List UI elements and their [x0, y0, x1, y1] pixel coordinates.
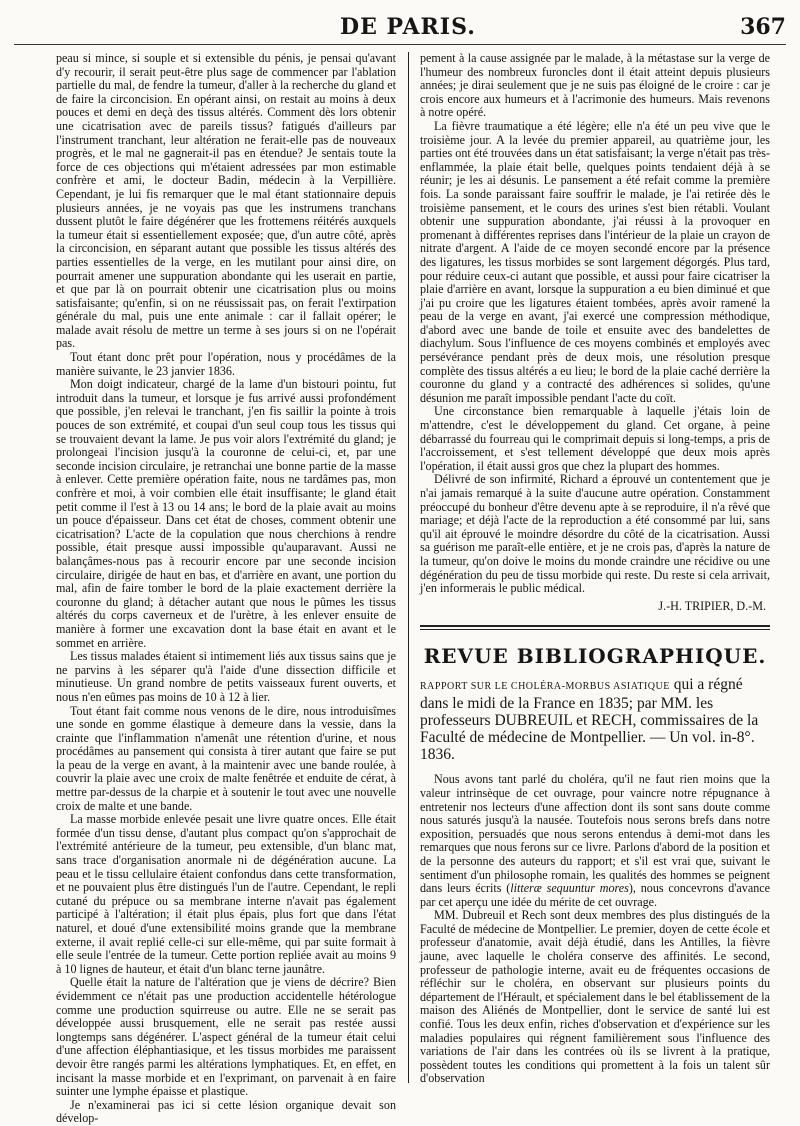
- page-number: 367: [740, 14, 786, 40]
- paragraph: MM. Dubreuil et Rech sont deux membres des plus distingués de la Faculté de médecine de Montpellier. Le premier, doyen de cette école et professeur d'anatomie, avait déjà étudié, dans les Antilles, la fièvre jaune, avec laquelle le choléra conserve des affinités. Le second, professeur de pathologie interne, avait eu de fréquentes occasions de réfléchir sur le choléra, en observant sur plusieurs points du département de l'Hérault, et spécialement dans le bel établissement de la maison des Aliénés de Montpellier, dont le service de santé lui est confié. Tous les deux enfin, riches d'observation et d'expérience sur les maladies populaires qui régnent familièrement sous l'influence des variations de l'air dans les contrées où ils se livrent à la pratique, possèdent toutes les conditions qui promettent à la fois un talent sûr d'observation: [420, 908, 770, 1086]
- left-column: [56, 51, 396, 1126]
- header-rule: [14, 44, 786, 45]
- paragraph: Je n'examinerai pas ici si cette lésion organique devait son dévelop-: [56, 1097, 396, 1126]
- paragraph: peau si mince, si souple et si extensible du pénis, je pensai qu'avant d'y recourir, il serait peut-être plus sage de commencer par l'ablation partielle du mal, de fendre la tumeur, d'aller à la recherche du gland et de faire la circoncision. En opérant ainsi, on restait au moins à deux pouces et demi en deçà des tissus altérés. Comment dès lors obtenir une cicatrisation avec de pareils tissus? fatigués d'ailleurs par l'instrument tranchant, leur altération ne ferait-elle pas de nouveaux progrès, et le mal ne gagnerait-il pas en étendue? Je sentais toute la force de ces objections qui m'étaient adressées par mon estimable confrère et ami, le docteur Badin, médecin à la Verpillière. Cependant, je lui fis remarquer que le mal étant stationnaire depuis plusieurs années, je ne voyais pas que les instrumens tranchans dussent plutôt le faire dégénérer que les frottemens réitérés auxquels la tumeur était si essentiellement exposée; que, d'un autre côté, après la circoncision, en séparant autant que possible les tissus altérés des parties essentielles de la verge, en les mutilant pour ainsi dire, on pourrait amener une suppuration abondante qui les userait en partie, et que par là on pourrait obtenir une cicatrisation plus ou moins satisfaisante; qu'enfin, si on ne réussissait pas, on ferait l'extirpation générale du mal, puis une ente animale : car il fallait opérer; le malade avait résolu de mettre un terme à ses jours si on ne l'opérait pas.: [56, 51, 396, 351]
- author-signature: J.-H. TRIPIER, D.-M.: [658, 598, 766, 613]
- paragraph: Une circonstance bien remarquable à laquelle j'étais loin de m'attendre, c'est le développement du gland. Cet organe, à peine débarrassé du fourreau qui le comprimait depuis si long-temps, a pris de l'accroissement, et s'est tellement développé que deux mois après l'opération, il était aussi gros que chez la plupart des hommes.: [420, 404, 770, 473]
- right-column: [420, 51, 770, 1086]
- paragraph-text: ), nous concevrons d'avance par cet aperçu une idée du mérite de cet ouvrage.: [420, 881, 770, 909]
- paragraph: La masse morbide enlevée pesait une livre quatre onces. Elle était formée d'un tissu dense, d'autant plus compact qu'on s'approchait de l'extrémité antérieure de la tumeur, peu extensible, d'un blanc mat, sans trace d'organisation anormale ni de dégénération aucune. La peau et le tissu cellulaire étaient confondus dans cette transformation, et ne pouvaient plus être distingués l'un de l'autre. Cependant, le repli cutané du prépuce ou sa membrane interne n'avait pas également participé à l'altération; il était plus épais, plus fort que dans l'état naturel, et doué d'une extensibilité moins grande que la membrane externe, il avait replié celle-ci sur elle-même, qui par suite formait à elle seule l'entrée de la tumeur. Cette portion repliée avait au moins 9 à 10 lignes de hauteur, et était d'un blanc terne jaunâtre.: [56, 812, 396, 976]
- citation-text: qui a régné dans le midi de la France en 1835; par MM. les professeurs DUBREUIL et RECH, commissaires de la Faculté de médecine de Montpellier. — Un vol. in-8°. 1836.: [420, 676, 759, 764]
- review-section-title: REVUE BIBLIOGRAPHIQUE.: [423, 644, 767, 669]
- section-separator: [420, 625, 770, 630]
- citation-smallcaps: RAPPORT SUR LE CHOLÉRA-MORBUS ASIATIQUE: [420, 681, 670, 693]
- book-citation: [420, 676, 770, 763]
- paragraph: [420, 773, 770, 909]
- paragraph: Mon doigt indicateur, chargé de la lame d'un bistouri pointu, fut introduit dans la tumeur, et lorsque je fus arrivé aussi profondément que possible, j'en relevai le tranchant, j'en fis saillir la pointe à trois pouces de son extrémité, et coupai d'un seul coup tous les tissus qui se trouvaient devant la lame. Je pus voir alors l'extrémité du gland; je prolongeai l'incision jusqu'à la couronne de celui-ci, et, par une seconde incision circulaire, je retranchai une bonne partie de la masse à enlever. Cette première opération faite, nous ne tardâmes pas, mon confrère et moi, à voir combien elle était insuffisante; le gland était petit comme il l'est à 13 ou 14 ans; le bord de la plaie avait au moins un pouce d'épaisseur. Dans cet état de choses, comment obtenir une cicatrisation? L'acte de la copulation que nous cherchions à rendre possible, était presque aussi impossible qu'auparavant. Aussi ne balançâmes-nous pas à recourir encore par une seconde incision circulaire, dirigée de haut en bas, et d'arrière en avant, une portion du mal, afin de faire tomber le bord de la plaie exactement derrière la couronne du gland; à détacher autant que nous le pûmes les tissus altérés du corps caverneux et de l'urètre, à les enlever ensuite de manière à former une excavation dont la base était en avant et le sommet en arrière.: [56, 377, 396, 650]
- paragraph: Quelle était la nature de l'altération que je viens de décrire? Bien évidemment ce n'était pas une production accidentelle hétérologue comme une production squirreuse ou autre. Elle ne se serait pas développée aussi brusquement, elle ne serait pas restée aussi longtemps sans dégénérer. L'aspect général de la tumeur était celui d'une affection éléphantiasique, et les tissus morbides me paraissent devoir être rangés parmi les altérations lymphatiques. Et, en effet, en incisant la masse morbide et en l'exprimant, on parvenait à en faire suinter une lymphe épaisse et plastique.: [56, 975, 396, 1099]
- page-header: [0, 0, 800, 42]
- column-divider: [408, 52, 409, 1083]
- paragraph: Les tissus malades étaient si intimement liés aux tissus sains que je ne parvins à les séparer qu'à l'aide d'une dissection difficile et minutieuse. Un grand nombre de petits vaisseaux furent ouverts, et nous n'en eûmes pas moins de 10 à 12 à lier.: [56, 649, 396, 704]
- running-title: DE PARIS.: [340, 14, 476, 40]
- paragraph: Tout étant donc prêt pour l'opération, nous y procédâmes de la manière suivante, le 23 janvier 1836.: [56, 350, 396, 378]
- paragraph: La fièvre traumatique a été légère; elle n'a été un peu vive que le troisième jour. A la levée du premier appareil, au quatrième jour, les parties ont été trouvées dans un état satisfaisant; la verge n'était pas très-enflammée, la plaie était belle, quelques points tendaient déjà à se réunir; je les ai désunis. Le pansement a été refait comme la première fois. La sonde paraissant faire souffrir le malade, je l'ai retirée dès le troisième pansement, et le cours des urines s'est bien rétabli. Voulant obtenir une suppuration abondante, j'ai réussi à la provoquer en promenant à différentes reprises dans l'intérieur de la plaie un crayon de nitrate d'argent. A l'aide de ce moyen secondé encore par la présence des ligatures, les tissus morbides se sont largement dégorgés. Plus tard, pour réduire ceux-ci autant que possible, et aussi pour faire cicatriser la plaie d'arrière en avant, lorsque la suppuration a eu bien diminué et que j'ai pu croire que les ligatures étaient tombées, après avoir ramené la peau de la verge en avant, j'ai exercé une compression méthodique, d'abord avec une bande de toile et ensuite avec des bandelettes de diachylum. Sous l'influence de ces moyens combinés et employés avec persévérance pendant près de deux mois, une résolution presque complète des tissus altérés a eu lieu; le bord de la plaie caché derrière la couronne du gland y a contracté des adhérences si solides, qu'une désunion me paraît impossible pendant l'acte du coït.: [420, 118, 770, 405]
- paragraph: Délivré de son infirmité, Richard a éprouvé un contentement que je n'ai jamais remarqué à la suite d'aucune autre opération. Constamment préoccupé du bonheur d'être devenu apte à se reproduire, il n'a rêvé que mariage; et déjà l'acte de la reproduction a été consommé par lui, sans qu'il ait éprouvé le moindre désordre du côté de la cicatrisation. Aussi sa guérison me paraît-elle entière, et je ne crois pas, d'après la nature de la tumeur, qu'on doive le moins du monde craindre une récidive ou une dégénération du peu de tissu morbide qui reste. Du reste si cela arrivait, j'en informerais le public médical.: [420, 472, 770, 596]
- paragraph-text: Nous avons tant parlé du choléra, qu'il ne faut rien moins que la valeur intrinsèque de cet ouvrage, pour vaincre notre répugnance à entretenir nos lecteurs d'une affection dont ils sont sans doute comme nous saturés jusqu'à la nausée. Toutefois nous serons brefs dans notre exposition, persuadés que nous serons entendus à demi-mot dans les remarques que nous ferons sur ce livre. Parlons d'abord de la position et de la personne des auteurs du rapport; et s'il est vrai que, suivant le sentiment d'un philosophe romain, les qualités des hommes se peignent dans leurs écrits (: [420, 772, 770, 896]
- paragraph: Tout étant fait comme nous venons de le dire, nous introduisîmes une sonde en gomme élastique à demeure dans la vessie, dans la crainte que l'inflammation n'amenât une rétention d'urine, et nous procédâmes au pansement qui consista à tirer autant que faire se put la peau de la verge en avant, à la maintenir avec une bande roulée, à couvrir la plaie avec une croix de malte fenêtrée et enduite de cérat, à mettre par-dessus de la charpie et à soutenir le tout avec une nouvelle croix de malte et une bande.: [56, 703, 396, 813]
- paragraph: pement à la cause assignée par le malade, à la métastase sur la verge de l'humeur des nombreux furoncles dont il était atteint depuis plusieurs années; je dirai seulement que je ne suis pas éloigné de le croire : car je crois encore aux humeurs et à l'acrimonie des humeurs. Mais revenons à notre opéré.: [420, 51, 770, 120]
- latin-quote: litteræ sequuntur mores: [510, 881, 629, 896]
